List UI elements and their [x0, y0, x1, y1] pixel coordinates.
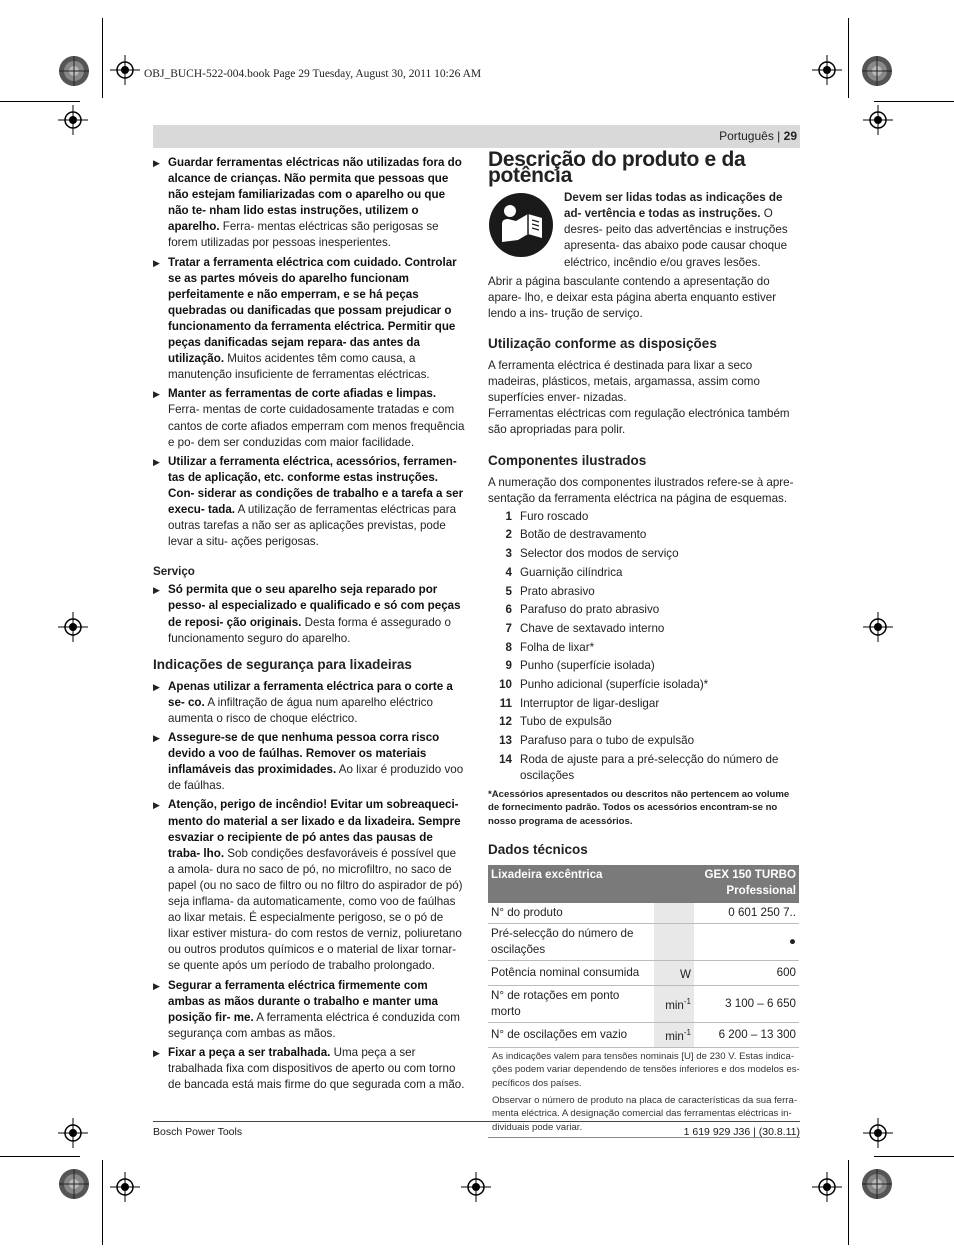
bullet-body-text: Uma peça a ser trabalhada fixa com dispositivos de aperto ou com torno de bancada está mais firme do que segurada com a mão.	[168, 1045, 465, 1092]
spec-value: 3 100 – 6 650	[694, 985, 799, 1022]
component-item	[488, 527, 800, 546]
component-item	[488, 696, 800, 715]
table-body	[488, 903, 799, 1048]
warning-text	[554, 190, 800, 270]
crop-line	[102, 18, 103, 98]
page-number: 29	[783, 129, 797, 143]
table-row	[488, 903, 799, 924]
component-label: Punho adicional (superfície isolada)*	[520, 677, 709, 691]
starburst-target-icon	[58, 1168, 90, 1200]
bullet-body-text: Sob condições desfavoráveis é possível que a amola- dura no saco de pó, no microfiltro, no saco de papel (ou no saco de filtro ou no filtro do aspirador de pó) seja inflama- da automaticamente, como voo de faúlhas ao lixar metais. É especialmente perigoso, se o pó de lixar estiver mistura- do com restos de verniz, poliuretano ou outros produtos químicos e o material de lixar tornar-se quente após um período de trabalho prolongado.	[168, 846, 463, 973]
component-item	[488, 658, 800, 677]
registration-mark-icon	[863, 105, 893, 135]
spec-unit-exponent: -1	[683, 1027, 691, 1037]
registration-mark-icon	[58, 612, 88, 642]
technical-data-heading: Dados técnicos	[488, 842, 588, 858]
bullet-body-text: A infiltração de água num aparelho eléctrico aumenta o risco de choque eléctrico.	[168, 695, 433, 725]
read-manual-icon	[488, 192, 554, 258]
component-number: 11	[499, 696, 512, 710]
component-label: Parafuso do prato abrasivo	[520, 603, 660, 617]
table-header-product-type: Lixadeira excêntrica	[488, 865, 654, 903]
bullet-bold-text: Só permita que o seu aparelho seja reparado por pesso- al especializado e qualificado e só com peças de reposi- ção originais.	[168, 583, 461, 629]
footer-brand: Bosch Power Tools	[153, 1126, 243, 1138]
registration-mark-icon	[58, 1118, 88, 1148]
bullet-bold-text: Utilizar a ferramenta eléctrica, acessórios, ferramen- tas de aplicação, etc. conforme estas instruções. Con- siderar as condições de trabalho e a tarefa a ser execu- tada.	[168, 454, 464, 516]
list-item	[153, 797, 465, 974]
registration-mark-icon	[863, 612, 893, 642]
list-item	[153, 1045, 465, 1093]
crop-line	[102, 1160, 103, 1245]
crop-line	[848, 18, 849, 98]
bullet-list-general	[153, 155, 465, 550]
spec-label: Pré-selecção do número de oscilações	[488, 923, 654, 960]
spec-unit-exponent: -1	[683, 996, 691, 1006]
intended-use-text: A ferramenta eléctrica é destinada para lixar a seco madeiras, plásticos, metais, argamassa, assim como superfícies enver- nizadas.	[488, 359, 760, 405]
list-item	[153, 255, 465, 384]
footer-doc-number: 1 619 929 J36 | (30.8.11)	[683, 1126, 800, 1138]
page-header-band	[153, 125, 800, 148]
bullet-body-text: Desta forma é assegurado o funcionamento seguro do aparelho.	[168, 615, 451, 645]
bullet-arrow-icon: ▶	[153, 585, 160, 596]
header-language: Português	[719, 129, 774, 143]
service-heading: Serviço	[153, 565, 195, 579]
component-label: Guarnição cilíndrica	[520, 565, 623, 579]
spec-label: N° de oscilações em vazio	[488, 1022, 654, 1047]
model-name: GEX 150 TURBO	[704, 867, 796, 881]
table-row	[488, 1022, 799, 1047]
spec-unit	[654, 923, 694, 960]
spec-label: N° do produto	[488, 903, 654, 924]
list-item	[153, 155, 465, 252]
technical-data-table	[488, 865, 799, 1048]
warning-block	[488, 190, 800, 270]
registration-mark-icon	[812, 55, 842, 85]
bullet-body-text: Ferra- mentas de corte cuidadosamente tratadas e com cantos de corte afiados emperram com menos frequência e po- dem ser conduzidas com maior facilidade.	[168, 403, 465, 449]
right-column	[488, 148, 800, 1138]
component-number: 14	[499, 752, 512, 766]
bullet-bold-text: Manter as ferramentas de corte afiadas e limpas.	[168, 387, 437, 401]
components-intro: A numeração dos componentes ilustrados refere-se à apre- sentação da ferramenta eléctrica na página de esquemas.	[488, 475, 794, 505]
crop-line	[848, 1160, 849, 1245]
component-number: 13	[499, 734, 512, 748]
component-label: Furo roscado	[520, 509, 589, 523]
list-item	[153, 454, 465, 551]
bullet-bold-text: Tratar a ferramenta eléctrica com cuidado. Controlar se as partes móveis do aparelho funcionam perfeitamente e não emperram, e se há peças quebradas ou danificadas que possam prejudicar o funcionamento da ferramenta eléctrica. Permitir que peças danificadas sejam repara- das antes da utilização.	[168, 255, 457, 366]
component-number: 1	[505, 509, 512, 523]
component-item	[488, 752, 800, 784]
accessories-note: *Acessórios apresentados ou descritos não pertencem ao volume de fornecimento padrão. Todos os acessórios encontram-se no nosso programa de acessórios.	[488, 788, 790, 827]
component-item	[488, 565, 800, 584]
bullet-body-text: Ferra- mentas eléctricas são perigosas se forem utilizadas por pessoas inesperientes.	[168, 220, 439, 250]
bullet-arrow-icon: ▶	[153, 456, 160, 467]
header-separator: |	[777, 129, 781, 143]
voltage-note: As indicações valem para tensões nominais [U] de 230 V. Estas indica- ções podem variar dependendo de tensões inferiores e dos modelos es- pecíficos dos países.	[492, 1050, 800, 1090]
bullet-arrow-icon: ▶	[153, 389, 160, 400]
table-row	[488, 923, 799, 960]
bullet-arrow-icon: ▶	[153, 257, 160, 268]
component-item	[488, 509, 800, 528]
component-item	[488, 621, 800, 640]
table-header-blank	[654, 865, 694, 903]
warning-bold: Devem ser lidas todas as indicações de ad- vertência e todas as instruções.	[564, 191, 783, 221]
table-row	[488, 960, 799, 985]
spec-unit-text: min	[665, 998, 684, 1012]
crop-line	[874, 1156, 954, 1157]
component-item	[488, 602, 800, 621]
component-number: 8	[505, 640, 512, 654]
registration-mark-icon	[58, 105, 88, 135]
bullet-bold-text: Assegure-se de que nenhuma pessoa corra risco devido a voo de faúlhas. Remover os materiais inflamáveis das proximidades.	[168, 731, 440, 777]
component-label: Roda de ajuste para a pré-selecção do número de oscilações	[520, 752, 779, 782]
crop-line	[874, 101, 954, 102]
bullet-arrow-icon: ▶	[153, 980, 160, 991]
spec-label: Potência nominal consumida	[488, 960, 654, 985]
components-heading: Componentes ilustrados	[488, 452, 647, 468]
component-number: 5	[505, 584, 512, 598]
bullet-arrow-icon: ▶	[153, 681, 160, 692]
fold-out-instruction: Abrir a página basculante contendo a apresentação do apare- lho, e deixar esta página aberta enquanto estiver lendo a ins- trução de serviço.	[488, 274, 777, 320]
bullet-arrow-icon: ▶	[153, 158, 160, 168]
spec-unit	[654, 1022, 694, 1047]
warning-body: O desres- peito das advertências e instruções apresenta- das abaixo pode causar choque eléctrico, incêndio e/ou graves lesões.	[564, 207, 788, 269]
intended-use-heading: Utilização conforme as disposições	[488, 335, 717, 351]
table-row	[488, 985, 799, 1022]
component-number: 3	[505, 547, 512, 561]
spec-unit	[654, 985, 694, 1022]
registration-mark-icon	[110, 55, 140, 85]
list-item	[153, 582, 465, 646]
bullet-body-text: A utilização de ferramentas eléctricas para outras tarefas a não ser as aplicações previstas, pode levar a situ- ações perigosas.	[168, 502, 457, 549]
registration-mark-icon	[812, 1172, 842, 1202]
component-number: 12	[499, 715, 512, 729]
component-number: 6	[505, 603, 512, 617]
spec-value: ●	[694, 923, 799, 960]
component-number: 7	[505, 621, 512, 635]
component-label: Prato abrasivo	[520, 584, 595, 598]
component-number: 10	[499, 677, 512, 691]
bullet-list-sanding-safety	[153, 679, 465, 1093]
bullet-bold-text: Atenção, perigo de incêndio! Evitar um sobreaqueci- mento do material a ser lixado e da lixadeira. Sempre esvaziar o recipiente de pó antes das pausas de traba- lho.	[168, 798, 461, 860]
component-number: 9	[505, 659, 512, 673]
bullet-arrow-icon: ▶	[153, 733, 160, 744]
table-header-row	[488, 865, 799, 903]
intended-use-polish-text: Ferramentas eléctricas com regulação electrónica também são apropriadas para polir.	[488, 407, 790, 437]
bullet-bold-text: Segurar a ferramenta eléctrica firmemente com ambas as mãos durante o trabalho e manter uma posição fir- me.	[168, 978, 438, 1024]
component-item	[488, 640, 800, 659]
spec-value: 0 601 250 7..	[694, 903, 799, 924]
component-label: Tubo de expulsão	[520, 715, 612, 729]
component-number: 2	[505, 528, 512, 542]
table-header-model	[694, 865, 799, 903]
list-item	[153, 679, 465, 727]
spec-unit	[654, 960, 694, 985]
spec-value: 6 200 – 13 300	[694, 1022, 799, 1047]
product-number-note: Observar o número de produto na placa de características da sua ferra- menta eléctrica. A designação comercial das ferramentas eléctricas in- dividuais pode variar.	[488, 1094, 800, 1139]
bullet-bold-text: Fixar a peça a ser trabalhada.	[168, 1045, 331, 1059]
list-item	[153, 730, 465, 794]
registration-mark-icon	[863, 1118, 893, 1148]
bullet-bold-text: Apenas utilizar a ferramenta eléctrica para o corte a se- co.	[168, 679, 453, 709]
component-item	[488, 584, 800, 603]
spec-unit-text: min	[665, 1029, 684, 1043]
crop-line	[0, 1156, 80, 1157]
component-item	[488, 733, 800, 752]
print-header: OBJ_BUCH-522-004.book Page 29 Tuesday, August 30, 2011 10:26 AM	[144, 68, 482, 80]
list-item	[153, 978, 465, 1042]
starburst-target-icon	[58, 55, 90, 87]
component-label: Parafuso para o tubo de expulsão	[520, 734, 695, 748]
registration-mark-icon	[110, 1172, 140, 1202]
starburst-target-icon	[861, 1168, 893, 1200]
bullet-body-text: A ferramenta eléctrica é conduzida com segurança com ambas as mãos.	[168, 1010, 460, 1040]
component-item	[488, 546, 800, 565]
sanding-safety-heading: Indicações de segurança para lixadeiras	[153, 656, 412, 672]
bullet-bold-text: Guardar ferramentas eléctricas não utilizadas fora do alcance de crianças. Não permita que pessoas que não estejam familiarizadas com o aparelho ou que não te- nham lido estas instruções, utilizem o aparelho.	[168, 156, 462, 234]
component-item	[488, 714, 800, 733]
component-label: Interruptor de ligar-desligar	[520, 696, 660, 710]
component-label: Selector dos modos de serviço	[520, 547, 679, 561]
crop-line	[0, 101, 80, 102]
section-title: Descrição do produto e da potência	[488, 148, 746, 188]
model-line: Professional	[726, 883, 796, 897]
left-column	[153, 155, 465, 1096]
spec-label: N° de rotações em ponto morto	[488, 985, 654, 1022]
bullet-arrow-icon: ▶	[153, 800, 160, 811]
footer-rule	[153, 1121, 800, 1122]
component-number: 4	[505, 565, 512, 579]
component-label: Punho (superfície isolada)	[520, 659, 655, 673]
bullet-body-text: Ao lixar é produzido voo de faúlhas.	[168, 763, 464, 793]
bullet-arrow-icon: ▶	[153, 1047, 160, 1058]
starburst-target-icon	[861, 55, 893, 87]
list-item	[153, 386, 465, 450]
bullet-body-text: Muitos acidentes têm como causa, a manutenção insuficiente de ferramentas eléctricas.	[168, 352, 430, 382]
page-header	[719, 129, 797, 143]
spec-unit	[654, 903, 694, 924]
spec-unit-text: W	[680, 967, 691, 981]
components-list	[488, 509, 800, 784]
bullet-list-service	[153, 582, 465, 646]
component-item	[488, 677, 800, 696]
component-label: Folha de lixar*	[520, 640, 595, 654]
component-label: Chave de sextavado interno	[520, 621, 665, 635]
spec-value: 600	[694, 960, 799, 985]
registration-mark-icon	[461, 1172, 491, 1202]
component-label: Botão de destravamento	[520, 528, 647, 542]
